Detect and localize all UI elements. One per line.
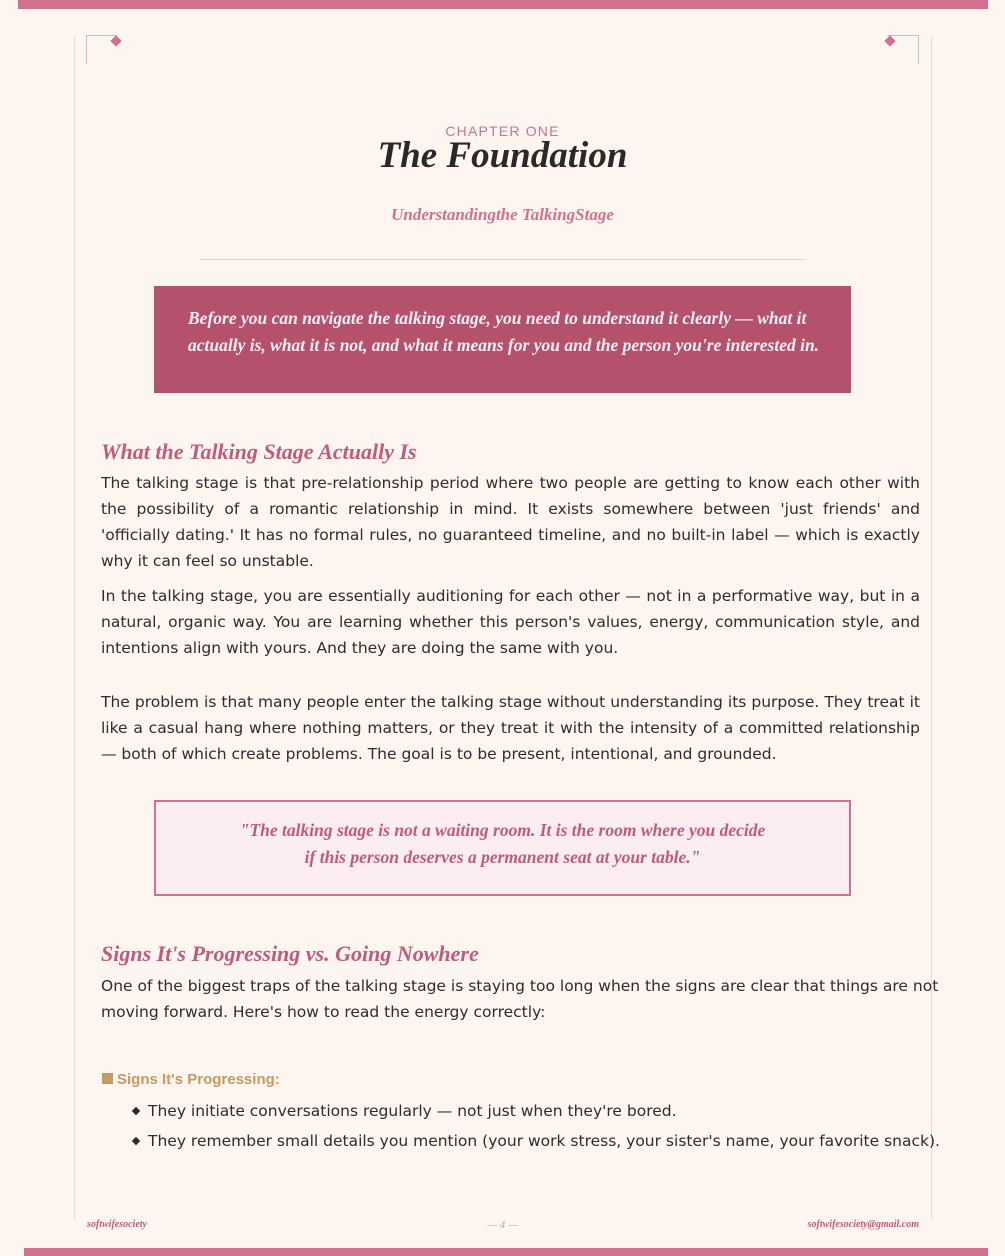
section-heading-what-it-is: What the Talking Stage Actually Is <box>101 439 417 464</box>
chapter-label: CHAPTER ONE <box>445 123 560 139</box>
section-heading-signs: Signs It's Progressing vs. Going Nowhere <box>101 941 479 966</box>
top-accent-bar <box>18 0 988 9</box>
list-item <box>133 1132 940 1150</box>
list-title-text: Signs It's Progressing: <box>117 1071 280 1088</box>
bottom-accent-bar <box>24 1248 988 1256</box>
square-bullet-icon <box>102 1073 113 1084</box>
quote-line: if this person deserves a permanent seat at your table." <box>304 847 701 867</box>
footer-brand: softwifesociety <box>87 1219 147 1230</box>
paragraph: In the talking stage, you are essentially auditioning for each other — not in a performative way, but in a natural, organic way. You are learning whether this person's values, energy, communication style, and intentions align with yours. And they are doing the same with you. <box>101 587 920 657</box>
diamond-bullet-icon <box>132 1137 140 1145</box>
page-number: — 4 — <box>487 1219 518 1231</box>
quote-line: "The talking stage is not a waiting room. It is the room where you decide <box>239 820 766 840</box>
list-item <box>133 1102 677 1120</box>
divider <box>200 259 805 260</box>
chapter-title: The Foundation <box>377 135 628 176</box>
paragraph: The talking stage is that pre-relationship period where two people are getting to know each other with the possibility of a romantic relationship in mind. It exists somewhere between 'just friends' and 'officially dating.' It has no formal rules, no guaranteed timeline, and no built-in label — which is exactly why it can feel so unstable. <box>101 474 920 570</box>
chapter-subtitle: Understandingthe TalkingStage <box>391 205 614 224</box>
list-item-text: They initiate conversations regularly — not just when they're bored. <box>148 1102 677 1120</box>
intro-callout <box>154 286 851 393</box>
diamond-bullet-icon <box>132 1107 140 1115</box>
list-item-text: They remember small details you mention (your work stress, your sister's name, your favorite snack). <box>148 1132 940 1150</box>
paragraph: One of the biggest traps of the talking stage is staying too long when the signs are clear that things are not moving forward. Here's how to read the energy correctly: <box>101 977 939 1021</box>
paragraph: The problem is that many people enter the talking stage without understanding its purpose. They treat it like a casual hang where nothing matters, or they treat it with the intensity of a committed relationship — both of which create problems. The goal is to be present, intentional, and grounded. <box>101 693 920 763</box>
footer-email: softwifesociety@gmail.com <box>807 1219 919 1230</box>
list-title <box>102 1071 280 1088</box>
intro-text: Before you can navigate the talking stage, you need to understand it clearly — what it actually is, what it is not, and what it means for you and the person you're interested in. <box>188 308 820 355</box>
pull-quote <box>154 800 851 896</box>
